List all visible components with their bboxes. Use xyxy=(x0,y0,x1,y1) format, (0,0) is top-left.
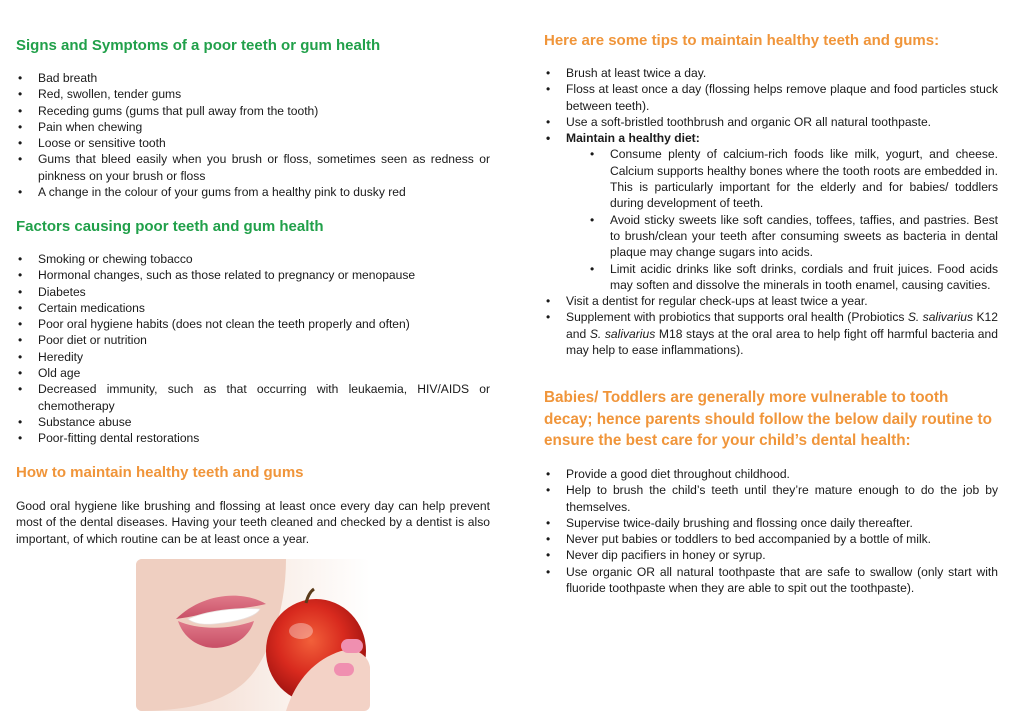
list-item: • Brush at least twice a day. xyxy=(544,65,998,81)
list-item: • Supervise twice-daily brushing and flossing once daily thereafter. xyxy=(544,515,998,531)
probiotic-species-2: S. salivarius xyxy=(589,326,656,341)
list-item: • Use organic OR all natural toothpaste that are safe to swallow (only start with fluoride toothpaste when they are able to spit out the toothpaste). xyxy=(544,564,998,597)
tips-heading: Here are some tips to maintain healthy teeth and gums: xyxy=(544,32,940,49)
probiotic-text-e: M18 stays at the oral area to help fight off harmful bacteria and may help to ease inflammations). xyxy=(566,326,998,358)
list-item: • Poor diet or nutrition xyxy=(16,332,490,348)
list-item: • Floss at least once a day (flossing helps remove plaque and food particles stuck between teeth). xyxy=(544,81,998,114)
tips-list xyxy=(544,65,998,358)
diet-list-item: • Maintain a healthy diet: xyxy=(544,130,998,146)
list-item: • Old age xyxy=(16,365,490,381)
list-item: • Loose or sensitive tooth xyxy=(16,135,490,151)
list-item: • A change in the colour of your gums from a healthy pink to dusky red xyxy=(16,184,490,200)
photo-illustration xyxy=(136,559,370,711)
diet-sub-item: • Limit acidic drinks like soft drinks, cordials and fruit juices. Food acids may soften and dissolve the minerals in tooth enamel, causing cavities. xyxy=(544,261,998,294)
list-item: • Pain when chewing xyxy=(16,119,490,135)
list-item: • Receding gums (gums that pull away from the tooth) xyxy=(16,103,490,119)
diet-sub-item: • Avoid sticky sweets like soft candies, toffees, taffies, and pastries. Best to brush/clean your teeth after consuming sweets as bacteria in dental plaque may change sugars into acids. xyxy=(544,212,998,261)
list-item: • Gums that bleed easily when you brush or floss, sometimes seen as redness or pinkness on your brush or floss xyxy=(16,151,490,184)
list-item: • Substance abuse xyxy=(16,414,490,430)
list-item: • Provide a good diet throughout childhood. xyxy=(544,466,998,482)
probiotic-text-a: Supplement with probiotics that supports oral health (Probiotics xyxy=(566,310,908,325)
babies-heading: Babies/ Toddlers are generally more vulnerable to tooth decay; hence parents should follow the below daily routine to ensure the best care for your child’s dental health: xyxy=(544,389,992,449)
babies-list xyxy=(544,466,998,596)
list-item: • Use a soft-bristled toothbrush and organic OR all natural toothpaste. xyxy=(544,114,998,130)
list-item: • Smoking or chewing tobacco xyxy=(16,251,490,267)
list-item: • Hormonal changes, such as those related to pregnancy or menopause xyxy=(16,267,490,283)
signs-heading: Signs and Symptoms of a poor teeth or gum health xyxy=(16,37,381,54)
list-item: • Bad breath xyxy=(16,70,490,86)
list-item: • Help to brush the child’s teeth until they’re mature enough to do the job by themselves. xyxy=(544,482,998,515)
list-item: • Visit a dentist for regular check-ups at least twice a year. xyxy=(544,293,998,309)
probiotic-species-1: S. salivarius xyxy=(907,310,974,325)
diet-sub-item: • Consume plenty of calcium-rich foods like milk, yogurt, and cheese. Calcium supports healthy bones where the tooth roots are embedded in. This is particularly important for the elderly and for babies/ toddlers during development of teeth. xyxy=(544,146,998,211)
probiotic-text-c: K12 and xyxy=(566,310,998,341)
list-item: • Red, swollen, tender gums xyxy=(16,86,490,102)
factors-heading: Factors causing poor teeth and gum health xyxy=(16,218,324,235)
smile-apple-photo xyxy=(136,559,370,711)
signs-list xyxy=(16,70,490,200)
list-item: • Never dip pacifiers in honey or syrup. xyxy=(544,547,998,563)
list-item: • Poor-fitting dental restorations xyxy=(16,430,490,446)
probiotic-list-item xyxy=(544,309,998,358)
factors-list xyxy=(16,251,490,447)
list-item: • Diabetes xyxy=(16,284,490,300)
list-item: • Never put babies or toddlers to bed accompanied by a bottle of milk. xyxy=(544,531,998,547)
maintain-paragraph: Good oral hygiene like brushing and flossing at least once every day can help prevent most of the dental diseases. Having your teeth cleaned and checked by a dentist is also important, of which routine can be at least once a year. xyxy=(16,499,490,546)
list-item: • Certain medications xyxy=(16,300,490,316)
list-item: • Decreased immunity, such as that occurring with leukaemia, HIV/AIDS or chemotherapy xyxy=(16,381,490,414)
list-item: • Poor oral hygiene habits (does not clean the teeth properly and often) xyxy=(16,316,490,332)
list-item: • Heredity xyxy=(16,349,490,365)
maintain-heading: How to maintain healthy teeth and gums xyxy=(16,464,304,481)
